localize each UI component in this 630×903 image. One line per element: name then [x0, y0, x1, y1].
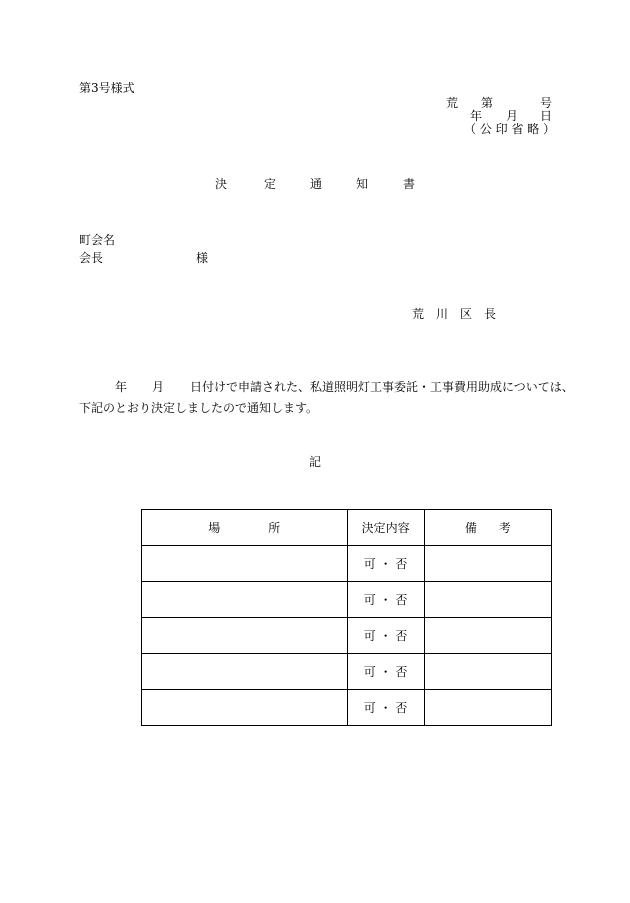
remarks-cell[interactable] — [424, 690, 551, 726]
decision-cell: 可 ・ 否 — [347, 618, 424, 654]
title-char: 知 — [356, 177, 369, 191]
location-cell[interactable] — [142, 546, 348, 582]
body-text-1: 日付けで申請された、私道照明灯工事委託・工事費用助成については、 — [190, 380, 574, 394]
decision-cell: 可 ・ 否 — [347, 690, 424, 726]
table-header-row — [142, 510, 552, 546]
location-cell[interactable] — [142, 618, 348, 654]
header-location: 場 所 — [142, 510, 348, 546]
title-char: 通 — [310, 177, 323, 191]
decision-cell: 可 ・ 否 — [347, 582, 424, 618]
location-cell[interactable] — [142, 582, 348, 618]
seal-omitted-note: （ 公 印 省 略 ） — [464, 122, 556, 136]
remarks-cell[interactable] — [424, 546, 551, 582]
table-row — [142, 618, 552, 654]
remarks-cell[interactable] — [424, 654, 551, 690]
body-line-1 — [115, 380, 574, 394]
honorific-sama: 様 — [196, 251, 209, 265]
body-year: 年 — [115, 380, 128, 394]
form-number: 第3号様式 — [79, 81, 135, 95]
date-day: 日 — [540, 109, 553, 123]
association-name-label: 町会名 — [79, 233, 116, 247]
location-cell[interactable] — [142, 654, 348, 690]
table-row — [142, 654, 552, 690]
remarks-cell[interactable] — [424, 582, 551, 618]
reference-dai: 第 — [481, 96, 494, 110]
header-decision: 決定内容 — [347, 510, 424, 546]
decision-cell: 可 ・ 否 — [347, 654, 424, 690]
note-heading: 記 — [309, 455, 322, 469]
body-line-2: 下記のとおり決定しましたので通知します。 — [79, 401, 319, 415]
title-char: 定 — [264, 177, 277, 191]
location-cell[interactable] — [142, 690, 348, 726]
decision-table — [141, 509, 552, 726]
title-char: 書 — [403, 177, 416, 191]
header-remarks: 備 考 — [424, 510, 551, 546]
date-year: 年 — [470, 109, 483, 123]
chairman-label: 会長 — [79, 251, 104, 265]
table-row — [142, 582, 552, 618]
title-char: 決 — [215, 177, 228, 191]
remarks-cell[interactable] — [424, 618, 551, 654]
decision-cell: 可 ・ 否 — [347, 546, 424, 582]
reference-prefix: 荒 — [446, 96, 459, 110]
reference-go: 号 — [540, 96, 553, 110]
table-row — [142, 546, 552, 582]
date-month: 月 — [506, 109, 519, 123]
table-row — [142, 690, 552, 726]
sender-ward-mayor: 荒 川 区 長 — [412, 307, 497, 321]
body-month: 月 — [152, 380, 165, 394]
